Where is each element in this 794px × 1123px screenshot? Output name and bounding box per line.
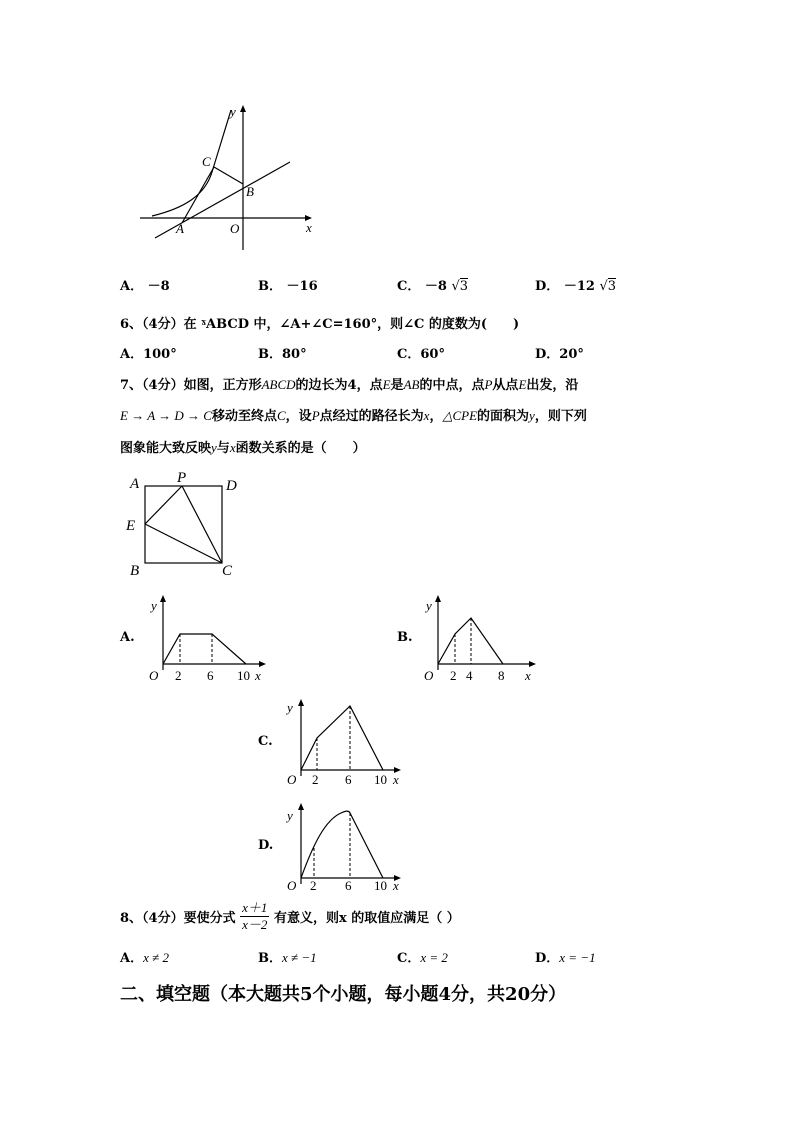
svg-text:6: 6: [345, 772, 352, 787]
q7-square-figure: [122, 468, 252, 583]
svg-text:10: 10: [374, 772, 387, 787]
q7-option-b-letter[interactable]: B.: [397, 630, 413, 645]
svg-text:y: y: [287, 700, 293, 715]
q5-option-b[interactable]: B． －16: [258, 279, 318, 294]
q8-fraction: $\frac{x+1}{x-2}$: [242, 900, 268, 932]
q7-option-c-letter[interactable]: C.: [258, 734, 273, 749]
section-2-heading: 二、填空题（本大题共5个小题，每小题4分，共20分）: [120, 984, 567, 1005]
svg-text:2: 2: [310, 878, 317, 892]
q5-c-label: C: [202, 154, 211, 169]
q5-figure: [130, 100, 330, 260]
q8-option-b[interactable]: B．x ≠ −1: [258, 950, 317, 966]
svg-text:x: x: [525, 668, 531, 683]
q8-option-a[interactable]: A．x ≠ 2: [120, 950, 169, 966]
svg-text:2: 2: [450, 668, 457, 683]
q7-graph-b[interactable]: [420, 592, 545, 684]
q7-b-label: B: [130, 563, 140, 579]
svg-text:2: 2: [175, 668, 182, 683]
q7-graph-c[interactable]: [283, 696, 408, 788]
svg-text:x: x: [255, 668, 261, 683]
svg-text:6: 6: [207, 668, 214, 683]
svg-text:4: 4: [466, 668, 473, 683]
svg-text:x: x: [393, 772, 399, 787]
svg-text:O: O: [287, 772, 297, 787]
q5-option-a[interactable]: A． －8: [120, 279, 170, 294]
svg-text:y: y: [151, 598, 157, 613]
q6-option-d[interactable]: D．20°: [535, 347, 584, 362]
q7-stem-line1: 7、（4分）如图，正方形ABCD的边长为4，点E是AB的中点，点P从点E出发，沿: [120, 377, 579, 393]
sqrt-icon: √3: [451, 279, 469, 294]
svg-text:6: 6: [345, 878, 352, 892]
q7-option-d-letter[interactable]: D.: [258, 838, 274, 853]
q7-p-label: P: [177, 470, 187, 486]
svg-text:O: O: [149, 668, 159, 683]
q5-option-d[interactable]: D． －12 √3: [535, 279, 617, 294]
q6-option-a[interactable]: A．100°: [120, 347, 177, 362]
svg-text:y: y: [287, 808, 293, 823]
q5-x-label: x: [306, 220, 312, 235]
q7-e-label: E: [126, 518, 136, 534]
svg-text:2: 2: [312, 772, 319, 787]
q5-y-label: y: [230, 104, 236, 119]
svg-text:10: 10: [237, 668, 250, 683]
q7-graph-d[interactable]: [283, 800, 408, 892]
svg-text:10: 10: [374, 878, 387, 892]
q7-a-label: A: [130, 476, 140, 492]
q7-stem-line2: E → A → D → C移动至终点C，设P点经过的路径长为x，△CPE的面积为y，则下列: [120, 408, 587, 424]
q8-stem: 8、（4分）要使分式 $\frac{x+1}{x-2}$ 有意义，则x 的取值应满足（ ）: [120, 900, 460, 932]
svg-text:x: x: [393, 878, 399, 892]
svg-text:O: O: [287, 878, 297, 892]
q7-stem-line3: 图象能大致反映y与x函数关系的是（ ）: [120, 440, 366, 456]
q6-option-c[interactable]: C．60°: [397, 347, 445, 362]
svg-text:y: y: [426, 598, 432, 613]
q5-b-label: B: [246, 184, 254, 199]
q8-option-d[interactable]: D．x = −1: [535, 950, 596, 966]
q7-d-label: D: [226, 478, 237, 494]
svg-text:8: 8: [498, 668, 505, 683]
q5-o-label: O: [230, 221, 240, 236]
q7-option-a-letter[interactable]: A.: [120, 630, 135, 645]
q5-a-label: A: [176, 221, 184, 236]
sqrt-icon: √3: [599, 279, 617, 294]
svg-text:O: O: [424, 668, 434, 683]
q5-option-c[interactable]: C． －8 √3: [397, 279, 469, 294]
q8-option-c[interactable]: C．x = 2: [397, 950, 448, 966]
q7-c-label: C: [222, 563, 233, 579]
q6-option-b[interactable]: B．80°: [258, 347, 307, 362]
q6-stem: 6、（4分）在 ˠABCD 中，∠A+∠C=160°，则∠C 的度数为( ): [120, 317, 520, 332]
q7-graph-a[interactable]: [145, 592, 270, 684]
